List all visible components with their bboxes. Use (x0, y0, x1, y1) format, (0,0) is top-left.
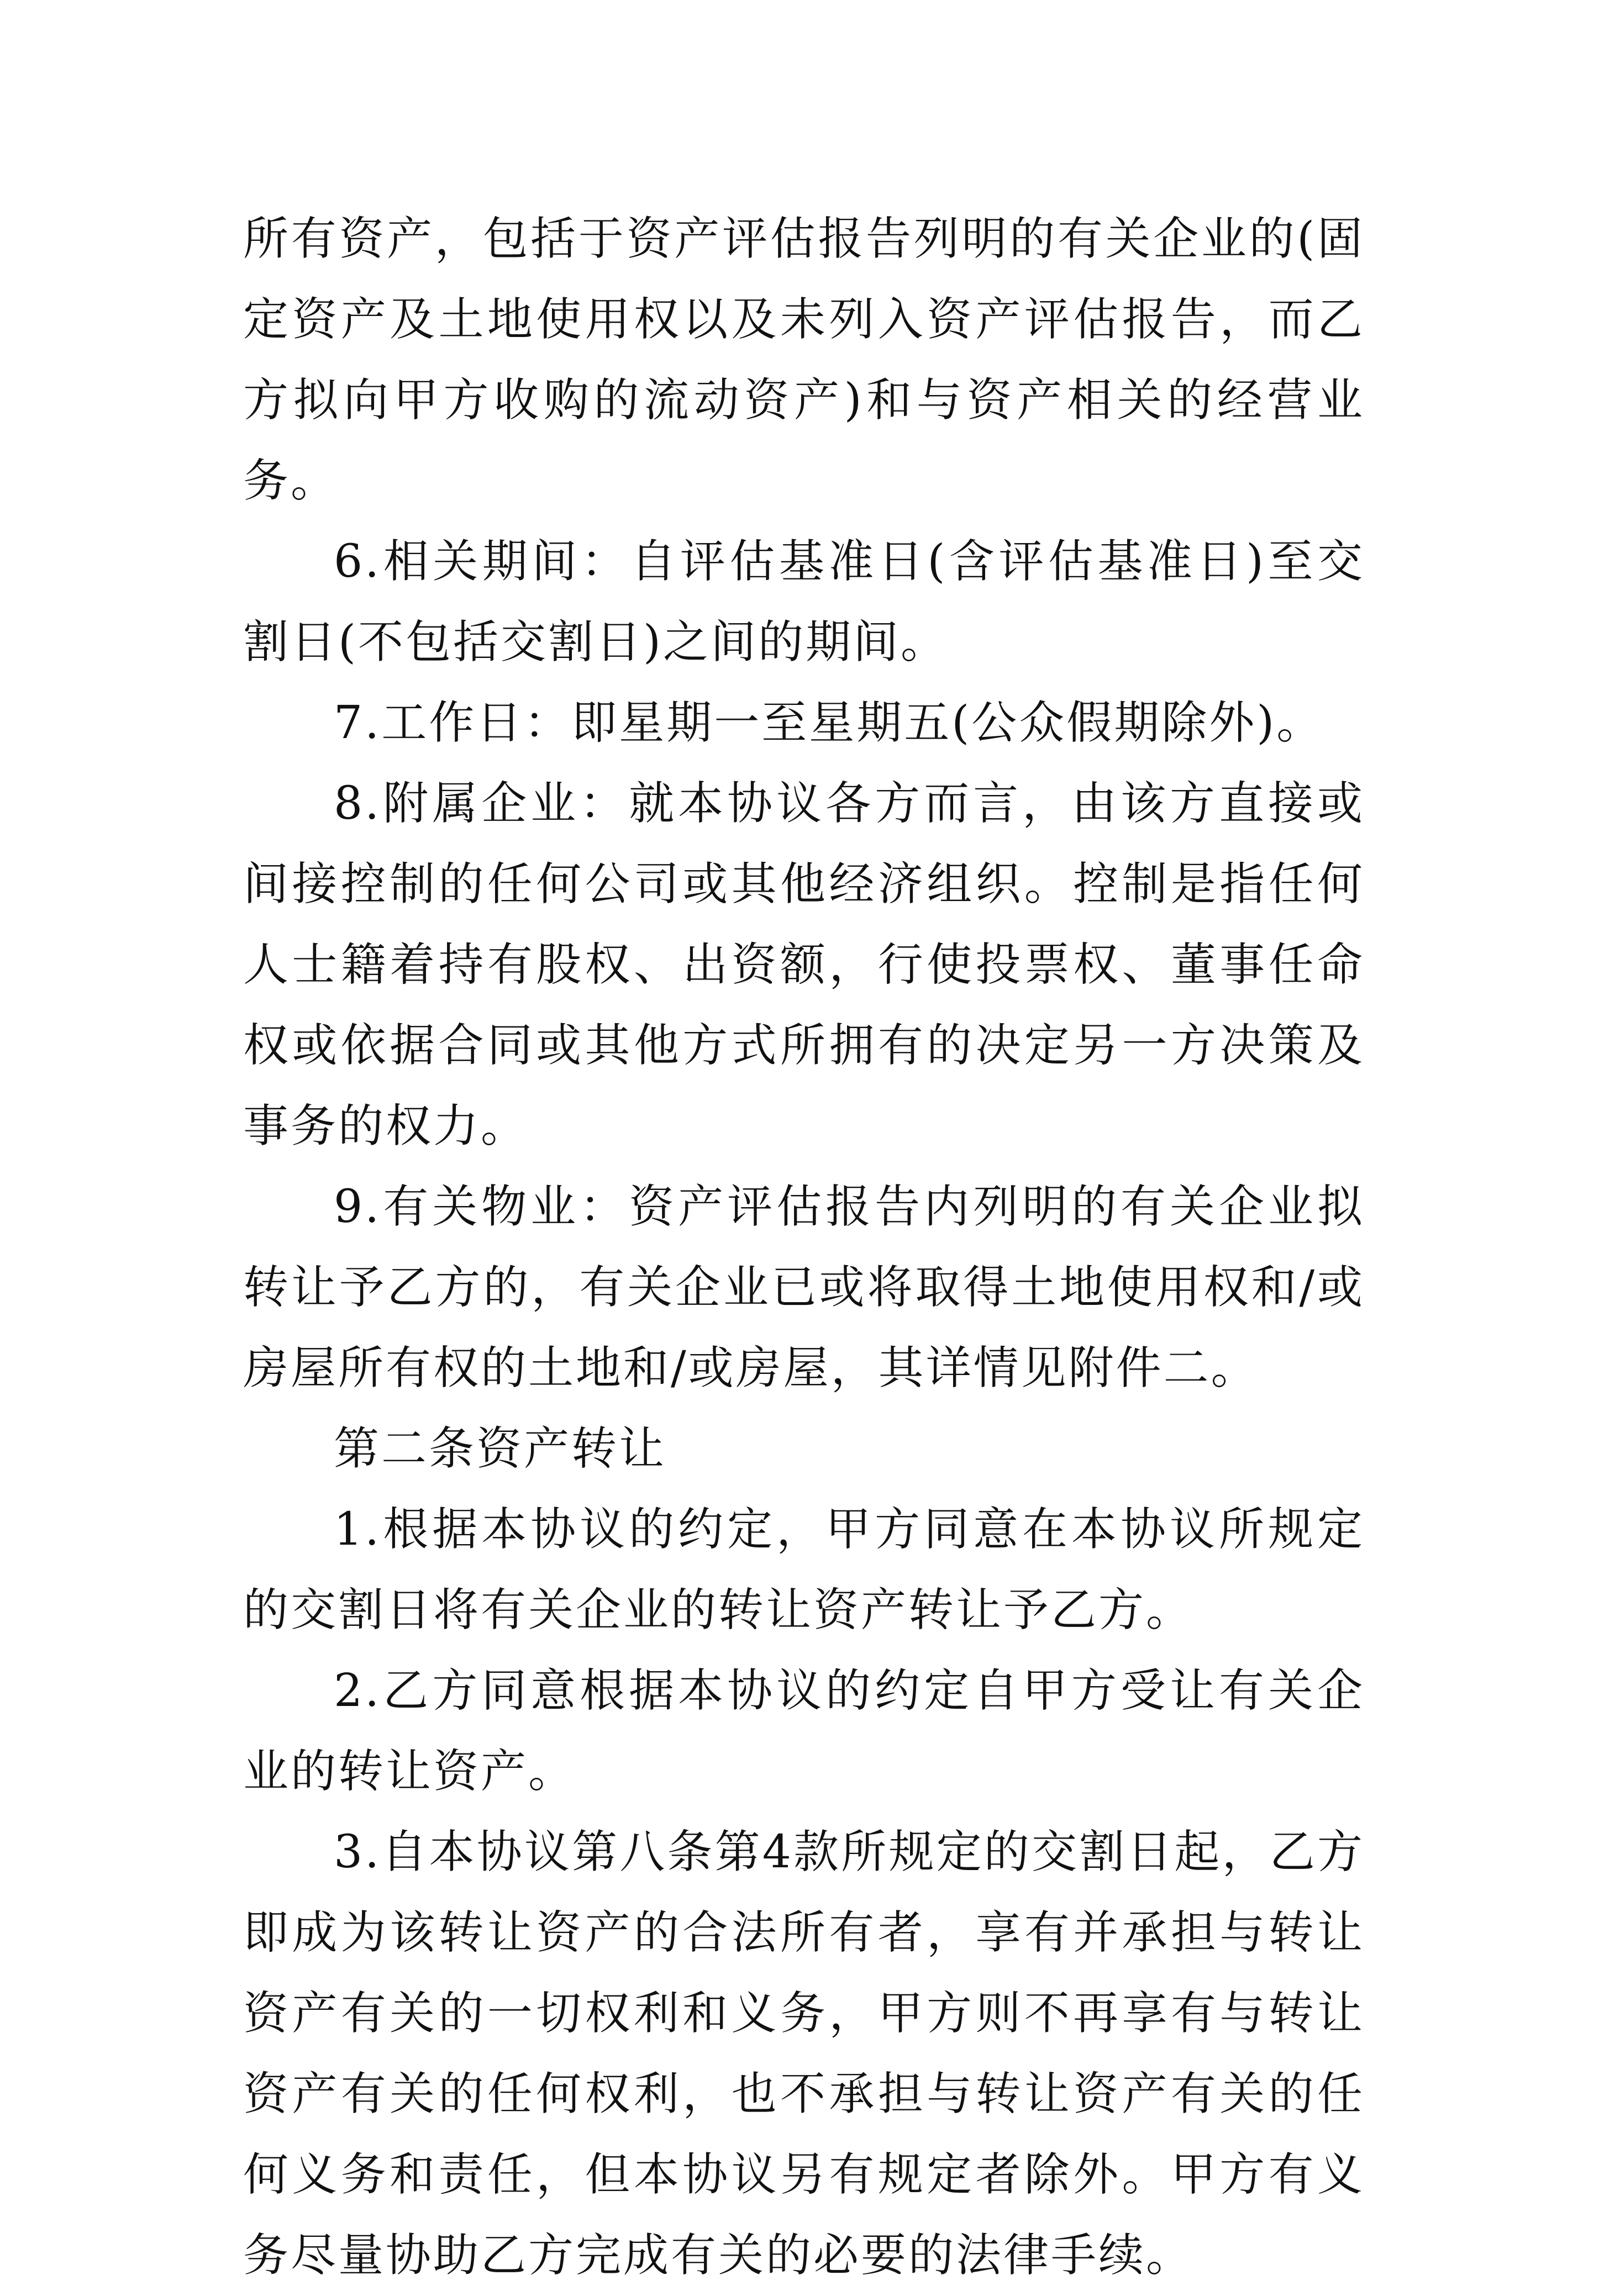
paragraph-transfer-1: 1.根据本协议的约定，甲方同意在本协议所规定的交割日将有关企业的转让资产转让予乙方。 (243, 1503, 1365, 1636)
paragraph-transfer-3: 3.自本协议第八条第4款所规定的交割日起，乙方即成为该转让资产的合法所有者，享有并承担与转让资产有关的一切权利和义务，甲方则不再享有与转让资产有关的任何权利，也不承担与转让资产有关的任何义务和责任，但本协议另有规定者除外。甲方有义务尽量协助乙方完成有关的必要的法律手续。 (243, 1826, 1365, 2282)
paragraph-clause-6: 6.相关期间：自评估基准日(含评估基准日)至交割日(不包括交割日)之间的期间。 (243, 535, 1365, 668)
paragraph-transfer-2: 2.乙方同意根据本协议的约定自甲方受让有关企业的转让资产。 (243, 1665, 1365, 1798)
paragraph-clause-7: 7.工作日：即星期一至星期五(公众假期除外)。 (334, 697, 1324, 749)
paragraph-assets-continued: 所有资产，包括于资产评估报告列明的有关企业的(固定资产及土地使用权以及未列入资产评估报告，而乙方拟向甲方收购的流动资产)和与资产相关的经营业务。 (243, 213, 1365, 507)
document-body (243, 199, 1365, 2296)
section-heading: 第二条资产转让 (334, 1423, 667, 1475)
paragraph-clause-8: 8.附属企业：就本协议各方而言，由该方直接或间接控制的任何公司或其他经济组织。控制是指任何人士籍着持有股权、出资额，行使投票权、董事任命权或依据合同或其他方式所拥有的决定另一方决策及事务的权力。 (243, 777, 1365, 1152)
paragraph-clause-9: 9.有关物业：资产评估报告内列明的有关企业拟转让予乙方的，有关企业已或将取得土地使用权和/或房屋所有权的土地和/或房屋，其详情见附件二。 (243, 1181, 1365, 1394)
